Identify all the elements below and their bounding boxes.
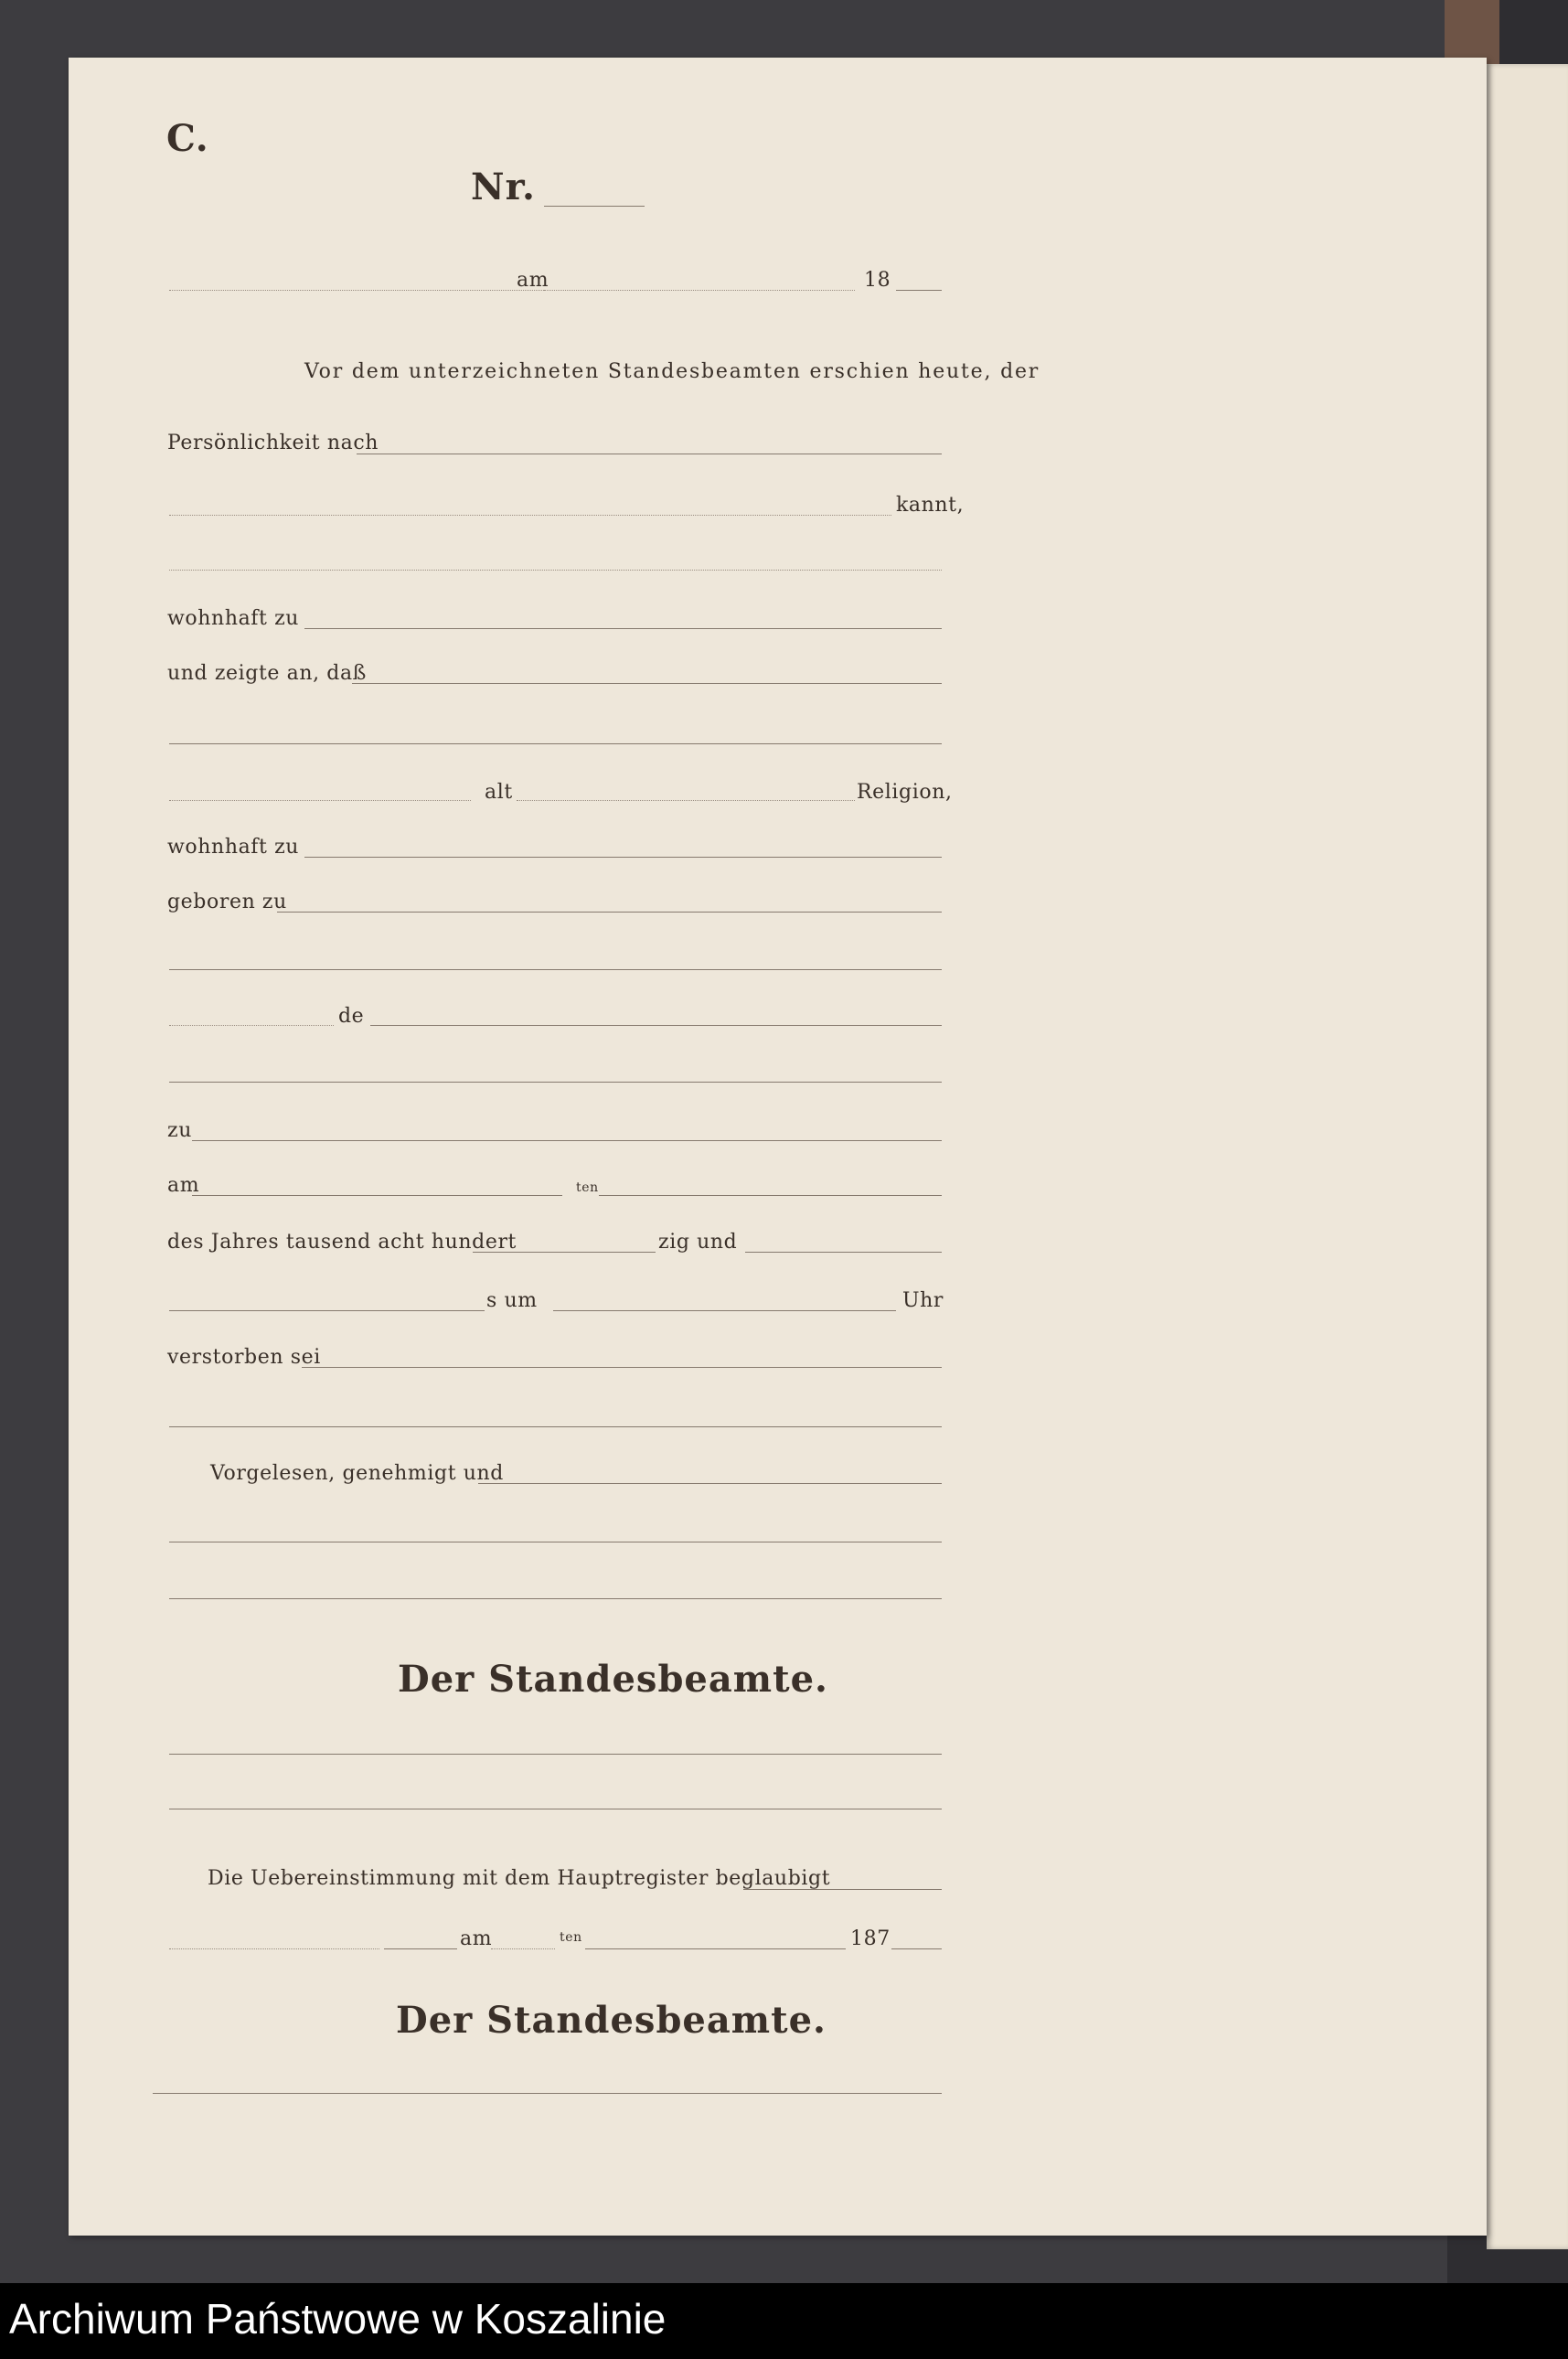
standesbeamte-heading-2: Der Standesbeamte. xyxy=(396,1999,827,2042)
geboren-label: geboren zu xyxy=(167,891,287,913)
kannt-label: kannt, xyxy=(896,494,965,517)
beglaubigt-line xyxy=(743,1889,942,1890)
zu-label: zu xyxy=(167,1119,192,1142)
geboren-line xyxy=(277,912,942,913)
religion-line xyxy=(517,800,855,801)
cert-year-prefix: 187 xyxy=(850,1927,891,1950)
verstorben-label: verstorben sei xyxy=(167,1346,321,1369)
wohnhaft-label-2: wohnhaft zu xyxy=(167,836,300,859)
standesbeamte-heading-1: Der Standesbeamte. xyxy=(398,1658,828,1701)
zu-line xyxy=(192,1140,942,1141)
wohnhaft-line-2 xyxy=(304,857,942,858)
wohnhaft-line-1 xyxy=(304,628,942,629)
cert-month-line xyxy=(585,1948,846,1949)
vorgelesen-line xyxy=(478,1483,942,1484)
blank-line-2 xyxy=(169,743,942,744)
blank-line-7 xyxy=(169,1598,942,1599)
verstorben-line xyxy=(302,1367,942,1368)
cert-place-line xyxy=(169,1948,379,1949)
jahres-end-line xyxy=(745,1252,942,1253)
alt-label: alt xyxy=(485,781,513,804)
adjacent-page xyxy=(1487,64,1568,2249)
cert-ten-label: ten xyxy=(560,1930,582,1945)
vorgelesen-label: Vorgelesen, genehmigt und xyxy=(210,1462,504,1485)
cert-place-line-2 xyxy=(384,1948,457,1949)
date-line xyxy=(544,290,855,291)
zeigte-line xyxy=(352,683,942,684)
am-label: am xyxy=(167,1174,200,1197)
cert-year-line xyxy=(891,1948,942,1949)
date-year-prefix: 18 xyxy=(864,269,891,292)
form-letter: C. xyxy=(166,117,209,160)
archive-name: Archiwum Państwowe w Koszalinie xyxy=(9,2295,667,2343)
blank-line-4 xyxy=(169,1082,942,1083)
nr-line xyxy=(544,206,645,207)
jahres-line xyxy=(473,1252,656,1253)
ten-label: ten xyxy=(576,1180,599,1195)
date-am-label: am xyxy=(517,269,549,292)
jahres-label: des Jahres tausend acht hundert xyxy=(167,1231,517,1254)
religion-label: Religion, xyxy=(857,781,953,804)
am-month-line xyxy=(599,1195,942,1196)
uhr-label: Uhr xyxy=(902,1289,944,1312)
blank-line-5 xyxy=(169,1426,942,1427)
form-page xyxy=(69,58,1487,2236)
persoenlichkeit-label: Persönlichkeit nach xyxy=(167,432,379,454)
hour-line xyxy=(553,1310,896,1311)
am-day-line xyxy=(192,1195,562,1196)
s-um-label: s um xyxy=(486,1289,538,1312)
de-line xyxy=(370,1025,942,1026)
uebereinstimmung-text: Die Uebereinstimmung mit dem Hauptregister beglaubigt xyxy=(208,1867,831,1890)
blank-line-3 xyxy=(169,969,942,970)
intro-text: Vor dem unterzeichneten Standesbeamten erschien heute, der xyxy=(304,360,1040,383)
zeigte-label: und zeigte an, daß xyxy=(167,662,367,685)
wohnhaft-label-1: wohnhaft zu xyxy=(167,607,300,630)
cert-am-label: am xyxy=(460,1927,493,1950)
de-label: de xyxy=(338,1005,365,1028)
signature-line-1 xyxy=(169,1754,942,1755)
cert-day-line xyxy=(491,1948,555,1949)
nr-label: Nr. xyxy=(471,165,536,208)
year-line xyxy=(896,290,942,291)
de-pre-line xyxy=(169,1025,334,1026)
signature-line-3 xyxy=(153,2093,942,2094)
kannt-line xyxy=(169,515,891,516)
blank-line-1 xyxy=(169,570,942,571)
zig-und-label: zig und xyxy=(658,1231,738,1254)
alt-pre-line xyxy=(169,800,471,801)
hour-pre-line xyxy=(169,1310,485,1311)
